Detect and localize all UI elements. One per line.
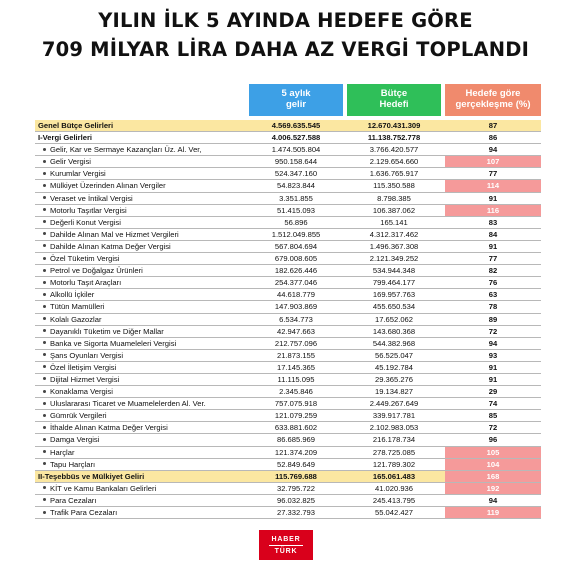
cell-5-month-revenue: 6.534.773	[279, 314, 313, 324]
bullet-icon	[43, 414, 46, 417]
haberturk-logo: HABER TÜRK	[259, 530, 313, 560]
cell-realization-percent: 114	[445, 180, 541, 191]
table-row	[35, 410, 541, 422]
cell-5-month-revenue: 42.947.663	[276, 326, 315, 336]
cell-budget-target: 216.178.734	[372, 435, 416, 445]
bullet-icon	[43, 148, 46, 151]
cell-5-month-revenue: 2.345.846	[279, 387, 313, 397]
cell-realization-percent: 74	[488, 399, 498, 409]
row-label: Dayanıklı Tüketim ve Diğer Mallar	[43, 326, 164, 338]
cell-budget-target: 278.725.085	[372, 447, 416, 457]
bullet-icon	[43, 160, 46, 163]
cell-realization-percent: 84	[488, 229, 498, 239]
row-label: Tapu Harçları	[43, 459, 95, 471]
cell-5-month-revenue: 950.158.644	[274, 157, 318, 167]
cell-realization-percent: 94	[488, 145, 498, 155]
table-row	[35, 132, 541, 144]
cell-5-month-revenue: 524.347.160	[274, 169, 318, 179]
table-row	[35, 120, 541, 132]
cell-budget-target: 121.789.302	[372, 459, 416, 469]
cell-budget-target: 115.350.588	[373, 181, 415, 191]
cell-realization-percent: 119	[445, 507, 541, 518]
row-label: Trafik Para Cezaları	[43, 507, 117, 519]
bullet-icon	[43, 511, 46, 514]
cell-5-month-revenue: 96.032.825	[276, 495, 315, 505]
bullet-icon	[43, 438, 46, 441]
table-row	[35, 483, 541, 495]
table-row	[35, 144, 541, 156]
row-label: Tütün Mamülleri	[43, 301, 104, 313]
cell-5-month-revenue: 54.823.844	[276, 181, 315, 191]
cell-5-month-revenue: 32.795.722	[276, 483, 315, 493]
bullet-icon	[43, 184, 46, 187]
bullet-icon	[43, 293, 46, 296]
row-label: İthalde Alınan Katma Değer Vergisi	[43, 422, 168, 434]
row-label: Değerli Konut Vergisi	[43, 217, 121, 229]
cell-5-month-revenue: 757.075.918	[274, 399, 318, 409]
cell-budget-target: 19.134.827	[374, 387, 413, 397]
row-label: Dahilde Alınan Katma Değer Vergisi	[43, 241, 171, 253]
cell-budget-target: 12.670.431.309	[367, 121, 421, 130]
row-label: Gelir Vergisi	[43, 156, 91, 168]
cell-realization-percent: 72	[488, 423, 498, 433]
bullet-icon	[43, 172, 46, 175]
cell-budget-target: 2.449.267.649	[369, 399, 419, 409]
cell-budget-target: 106.387.062	[372, 205, 416, 215]
bullet-icon	[43, 341, 46, 344]
cell-5-month-revenue: 182.626.446	[274, 266, 318, 276]
page-title-line1: YILIN İLK 5 AYINDA HEDEFE GÖRE	[98, 9, 473, 32]
cell-5-month-revenue: 52.849.649	[276, 459, 315, 469]
cell-5-month-revenue: 121.079.259	[274, 411, 318, 421]
row-label: Genel Bütçe Gelirleri	[38, 121, 114, 130]
table-row	[35, 217, 541, 229]
row-label: Özel İletişim Vergisi	[43, 362, 116, 374]
cell-realization-percent: 104	[445, 459, 541, 470]
row-label: Damga Vergisi	[43, 434, 99, 446]
page-title-line2: 709 MİLYAR LİRA DAHA AZ VERGİ TOPLANDI	[41, 38, 530, 61]
table-row	[35, 265, 541, 277]
table-row	[35, 289, 541, 301]
row-label: Harçlar	[43, 447, 74, 459]
cell-realization-percent: 105	[445, 447, 541, 458]
cell-realization-percent: 76	[488, 278, 498, 288]
cell-5-month-revenue: 115.769.688	[275, 471, 317, 481]
bullet-icon	[43, 486, 46, 489]
row-label: Petrol ve Doğalgaz Ürünleri	[43, 265, 143, 277]
cell-5-month-revenue: 567.804.694	[274, 241, 318, 251]
bullet-icon	[43, 402, 46, 405]
cell-realization-percent: 96	[488, 435, 498, 445]
bullet-icon	[43, 498, 46, 501]
row-label: Gelir, Kar ve Sermaye Kazançları Üz. Al. Ver,	[43, 144, 202, 156]
row-label: Konaklama Vergisi	[43, 386, 113, 398]
table-row	[35, 386, 541, 398]
cell-5-month-revenue: 11.115.095	[277, 374, 315, 384]
cell-budget-target: 56.525.047	[374, 350, 413, 360]
row-label: Para Cezaları	[43, 495, 96, 507]
cell-budget-target: 169.957.763	[372, 290, 416, 300]
table-row	[35, 338, 541, 350]
table-row	[35, 447, 541, 459]
row-label: Kolalı Gazozlar	[43, 314, 102, 326]
cell-budget-target: 3.766.420.577	[369, 145, 419, 155]
cell-budget-target: 534.944.348	[372, 266, 416, 276]
table-row	[35, 301, 541, 313]
cell-budget-target: 4.312.317.462	[369, 229, 419, 239]
bullet-icon	[43, 329, 46, 332]
cell-5-month-revenue: 147.903.869	[274, 302, 318, 312]
row-label: I-Vergi Gelirleri	[38, 133, 93, 143]
cell-budget-target: 2.102.983.053	[369, 423, 419, 433]
cell-budget-target: 2.121.349.252	[369, 254, 419, 264]
cell-budget-target: 544.382.968	[372, 338, 416, 348]
cell-realization-percent: 72	[488, 326, 498, 336]
cell-5-month-revenue: 51.415.093	[276, 205, 315, 215]
cell-realization-percent: 85	[488, 411, 498, 421]
row-label: II-Teşebbüs ve Mülkiyet Geliri	[38, 471, 145, 481]
cell-realization-percent: 29	[488, 387, 498, 397]
cell-5-month-revenue: 86.685.969	[276, 435, 315, 445]
row-label: Kurumlar Vergisi	[43, 168, 106, 180]
cell-realization-percent: 107	[445, 156, 541, 167]
cell-realization-percent: 91	[488, 362, 498, 372]
cell-realization-percent: 192	[445, 483, 541, 494]
cell-5-month-revenue: 1.512.049.855	[271, 229, 321, 239]
table-row	[35, 168, 541, 180]
cell-realization-percent: 116	[445, 205, 541, 216]
bullet-icon	[43, 269, 46, 272]
bullet-icon	[43, 462, 46, 465]
cell-budget-target: 11.138.752.778	[367, 133, 421, 143]
cell-budget-target: 29.365.276	[374, 374, 413, 384]
cell-budget-target: 55.042.427	[374, 508, 413, 517]
row-label: Özel Tüketim Vergisi	[43, 253, 120, 265]
cell-5-month-revenue: 17.145.365	[276, 362, 315, 372]
cell-5-month-revenue: 21.873.155	[276, 350, 315, 360]
table-row	[35, 507, 541, 519]
table-row	[35, 241, 541, 253]
row-label: Dijital Hizmet Vergisi	[43, 374, 119, 386]
cell-realization-percent: 94	[488, 495, 498, 505]
row-label: Veraset ve İntikal Vergisi	[43, 193, 133, 205]
bullet-icon	[43, 244, 46, 247]
bullet-icon	[43, 196, 46, 199]
table-row	[35, 398, 541, 410]
table-row	[35, 156, 541, 168]
table-row	[35, 350, 541, 362]
cell-realization-percent: 94	[488, 338, 498, 348]
row-label: Mülkiyet Üzerinden Alınan Vergiler	[43, 180, 166, 192]
table-row	[35, 180, 541, 192]
table-row	[35, 422, 541, 434]
cell-budget-target: 2.129.654.660	[369, 157, 419, 167]
cell-5-month-revenue: 679.008.605	[274, 254, 318, 264]
bullet-icon	[43, 208, 46, 211]
cell-budget-target: 1.496.367.308	[369, 241, 419, 251]
table-row	[35, 253, 541, 265]
bullet-icon	[43, 377, 46, 380]
cell-realization-percent: 91	[488, 374, 498, 384]
cell-budget-target: 165.061.483	[372, 471, 416, 481]
row-label: Gümrük Vergileri	[43, 410, 107, 422]
cell-realization-percent: 63	[488, 290, 498, 300]
cell-budget-target: 165.141	[380, 217, 408, 227]
cell-realization-percent: 93	[488, 350, 498, 360]
bullet-icon	[43, 281, 46, 284]
cell-5-month-revenue: 3.351.855	[279, 193, 313, 203]
revenue-table	[35, 120, 541, 519]
row-label: Motorlu Taşıt Araçları	[43, 277, 121, 289]
cell-5-month-revenue: 44.618.779	[276, 290, 315, 300]
cell-budget-target: 245.413.795	[372, 495, 416, 505]
cell-realization-percent: 83	[488, 217, 498, 227]
cell-budget-target: 1.636.765.917	[369, 169, 419, 179]
row-label: Motorlu Taşıtlar Vergisi	[43, 205, 127, 217]
table-row	[35, 495, 541, 507]
cell-realization-percent: 86	[488, 133, 498, 143]
table-row	[35, 434, 541, 446]
bullet-icon	[43, 317, 46, 320]
table-row	[35, 374, 541, 386]
cell-5-month-revenue: 254.377.046	[274, 278, 318, 288]
bullet-icon	[43, 220, 46, 223]
cell-5-month-revenue: 4.569.635.545	[271, 121, 321, 130]
cell-realization-percent: 87	[488, 121, 498, 130]
bullet-icon	[43, 390, 46, 393]
bullet-icon	[43, 305, 46, 308]
row-label: Şans Oyunları Vergisi	[43, 350, 123, 362]
cell-budget-target: 455.650.534	[372, 302, 416, 312]
cell-realization-percent: 168	[445, 471, 541, 482]
bullet-icon	[43, 426, 46, 429]
cell-realization-percent: 82	[488, 266, 498, 276]
cell-realization-percent: 77	[488, 254, 498, 264]
table-row	[35, 459, 541, 471]
row-label: Dahilde Alınan Mal ve Hizmet Vergileri	[43, 229, 179, 241]
cell-budget-target: 41.020.936	[374, 483, 413, 493]
row-label: KİT ve Kamu Bankaları Gelirleri	[43, 483, 156, 495]
cell-realization-percent: 91	[488, 241, 498, 251]
row-label: Banka ve Sigorta Muameleleri Vergisi	[43, 338, 176, 350]
cell-budget-target: 45.192.784	[374, 362, 413, 372]
table-row	[35, 314, 541, 326]
table-row	[35, 471, 541, 483]
row-label: Alkollü İçkiler	[43, 289, 94, 301]
row-label: Uluslararası Ticaret ve Muamelelerden Al. Ver.	[43, 398, 206, 410]
cell-5-month-revenue: 56.896	[284, 217, 308, 227]
cell-realization-percent: 89	[488, 314, 498, 324]
bullet-icon	[43, 232, 46, 235]
cell-realization-percent: 91	[488, 193, 498, 203]
column-header-realization-percent: Hedefe göre gerçekleşme (%)	[445, 84, 541, 116]
cell-5-month-revenue: 1.474.505.804	[271, 145, 321, 155]
column-header-budget-target: Bütçe Hedefi	[347, 84, 441, 116]
cell-budget-target: 339.917.781	[372, 411, 416, 421]
cell-budget-target: 799.464.177	[372, 278, 416, 288]
table-row	[35, 277, 541, 289]
bullet-icon	[43, 365, 46, 368]
cell-5-month-revenue: 212.757.096	[274, 338, 318, 348]
column-header-5-month-revenue: 5 aylık gelir	[249, 84, 343, 116]
cell-5-month-revenue: 27.332.793	[276, 508, 315, 517]
bullet-icon	[43, 353, 46, 356]
bullet-icon	[43, 257, 46, 260]
cell-5-month-revenue: 121.374.209	[274, 447, 318, 457]
cell-5-month-revenue: 4.006.527.588	[271, 133, 321, 143]
table-row	[35, 362, 541, 374]
cell-budget-target: 17.652.062	[374, 314, 413, 324]
bullet-icon	[43, 450, 46, 453]
table-row	[35, 205, 541, 217]
cell-budget-target: 143.680.368	[372, 326, 416, 336]
table-row	[35, 229, 541, 241]
cell-budget-target: 8.798.385	[377, 193, 411, 203]
table-row	[35, 326, 541, 338]
cell-5-month-revenue: 633.881.602	[274, 423, 318, 433]
cell-realization-percent: 77	[488, 169, 498, 179]
cell-realization-percent: 78	[488, 302, 498, 312]
table-row	[35, 193, 541, 205]
